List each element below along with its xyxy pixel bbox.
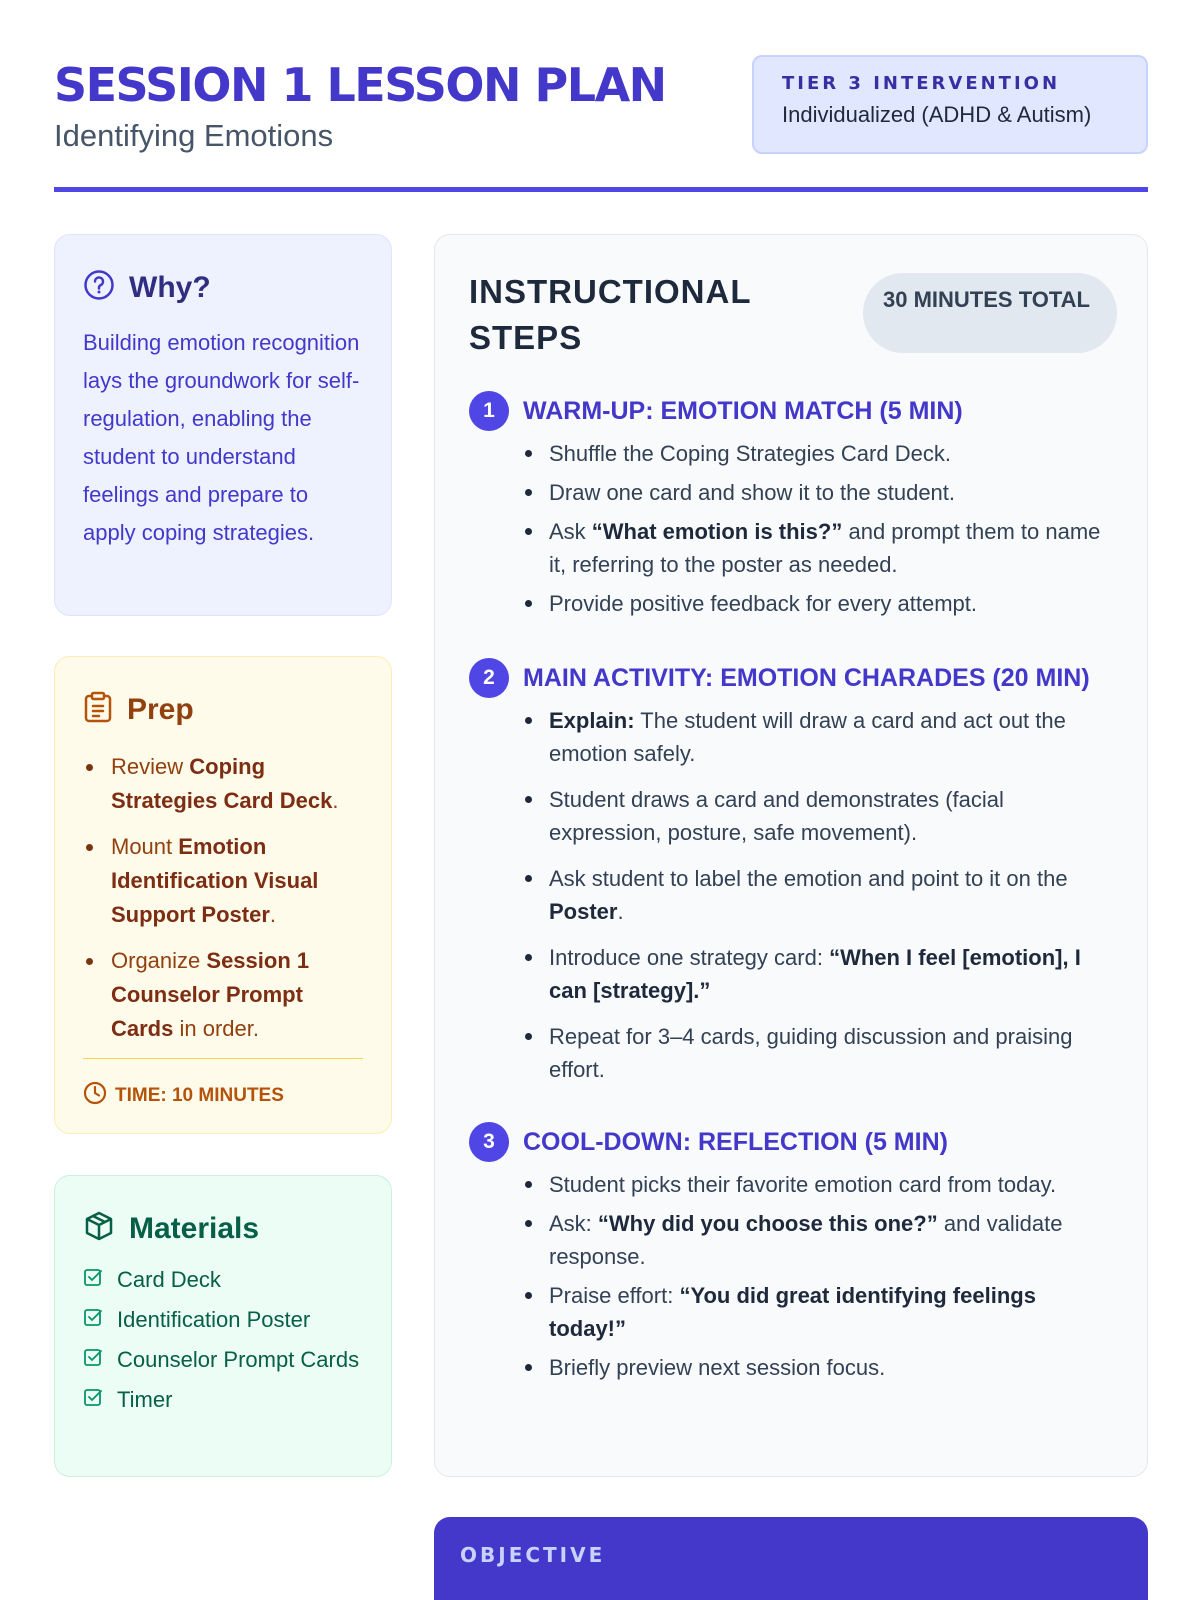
list-item: Card Deck — [83, 1263, 363, 1297]
step-title: WARM-UP: EMOTION MATCH (5 MIN) — [523, 397, 963, 425]
prep-time — [83, 1081, 363, 1111]
tier-label: TIER 3 INTERVENTION — [782, 73, 1061, 94]
why-text: Building emotion recognition lays the groundwork for self-regulation, enabling the student to understand feelings and prepare to apply coping strategies. — [83, 330, 360, 545]
question-circle-icon — [83, 269, 115, 306]
tier-badge — [752, 55, 1148, 154]
list-item: Ask “What emotion is this?” and prompt them to name it, referring to the poster as needed. — [523, 515, 1113, 581]
objective-card — [434, 1517, 1148, 1600]
page-subtitle: Identifying Emotions — [54, 118, 334, 153]
step-1 — [469, 391, 1113, 620]
page-title: SESSION 1 LESSON PLAN — [54, 58, 666, 112]
checkbox-checked-icon — [83, 1303, 103, 1337]
step-title: MAIN ACTIVITY: EMOTION CHARADES (20 MIN) — [523, 664, 1090, 692]
header-divider — [54, 187, 1148, 192]
clock-icon — [83, 1081, 107, 1111]
list-item: Review Coping Strategies Card Deck. — [83, 750, 363, 818]
list-item: Ask: “Why did you choose this one?” and validate response. — [523, 1207, 1113, 1273]
clipboard-icon — [83, 691, 113, 728]
materials-list — [83, 1263, 363, 1417]
tier-description: Individualized (ADHD & Autism) — [782, 102, 1092, 127]
checkbox-checked-icon — [83, 1383, 103, 1417]
step-title: COOL-DOWN: REFLECTION (5 MIN) — [523, 1128, 948, 1156]
list-item: Shuffle the Coping Strategies Card Deck. — [523, 437, 1113, 470]
total-time-badge: 30 MINUTES TOTAL — [863, 273, 1117, 353]
list-item: Student draws a card and demonstrates (facial expression, posture, safe movement). — [523, 783, 1113, 849]
list-item: Repeat for 3–4 cards, guiding discussion and praising effort. — [523, 1020, 1113, 1086]
list-item: Explain: The student will draw a card and act out the emotion safely. — [523, 704, 1113, 770]
checkbox-checked-icon — [83, 1343, 103, 1377]
step-number-badge: 2 — [469, 658, 509, 698]
list-item: Briefly preview next session focus. — [523, 1351, 1113, 1384]
list-item: Introduce one strategy card: “When I feel [emotion], I can [strategy].” — [523, 941, 1113, 1007]
list-item: Ask student to label the emotion and point to it on the Poster. — [523, 862, 1113, 928]
list-item: Mount Emotion Identification Visual Support Poster. — [83, 830, 363, 932]
step-2 — [469, 658, 1113, 1086]
prep-card — [54, 656, 392, 1134]
package-icon — [83, 1210, 115, 1247]
prep-divider — [83, 1058, 363, 1059]
step-3 — [469, 1122, 1113, 1384]
list-item: Student picks their favorite emotion card from today. — [523, 1168, 1113, 1201]
materials-card — [54, 1175, 392, 1477]
page-header — [54, 52, 1148, 192]
instructional-steps-card — [434, 234, 1148, 1477]
list-item: Praise effort: “You did great identifying feelings today!” — [523, 1279, 1113, 1345]
list-item: Draw one card and show it to the student. — [523, 476, 1113, 509]
list-item: Counselor Prompt Cards — [83, 1343, 363, 1377]
why-card — [54, 234, 392, 616]
why-title: Why? — [129, 270, 211, 304]
prep-time-label: TIME: 10 MINUTES — [115, 1085, 284, 1106]
list-item: Organize Session 1 Counselor Prompt Cards in order. — [83, 944, 363, 1046]
materials-title: Materials — [129, 1211, 260, 1245]
list-item: Provide positive feedback for every attempt. — [523, 587, 1113, 620]
objective-label: OBJECTIVE — [460, 1543, 606, 1567]
step-number-badge: 1 — [469, 391, 509, 431]
checkbox-checked-icon — [83, 1263, 103, 1297]
prep-title: Prep — [127, 692, 194, 726]
list-item: Identification Poster — [83, 1303, 363, 1337]
steps-title: INSTRUCTIONAL STEPS — [469, 273, 751, 356]
list-item: Timer — [83, 1383, 363, 1417]
prep-list — [83, 750, 363, 1046]
step-number-badge: 3 — [469, 1122, 509, 1162]
